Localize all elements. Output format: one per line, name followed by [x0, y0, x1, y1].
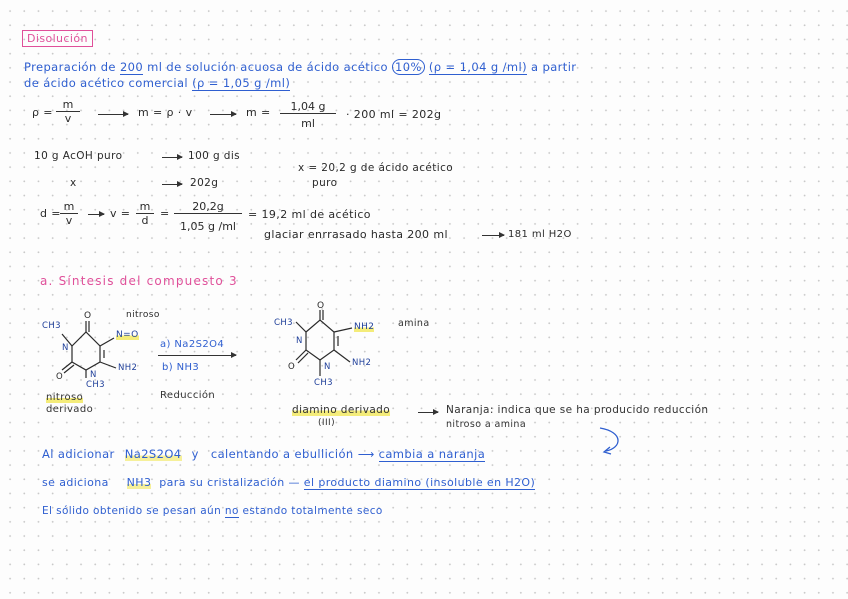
s1-caption-1: nitroso: [46, 392, 84, 403]
obs-l1d: calentando a ebullición: [210, 447, 354, 461]
obs-l3a: El sólido obtenido se pesan aún: [42, 505, 222, 517]
obs-line-2: [42, 476, 535, 489]
s2-ch3-top: CH3: [274, 318, 293, 328]
s2-amina: amina: [398, 318, 430, 329]
s1-n-bottom: N: [90, 370, 97, 380]
s1-o-top: O: [84, 311, 92, 321]
s2-caption-1: diamino derivado: [292, 404, 391, 416]
calc1-m-eq: m =: [246, 106, 271, 119]
obs-arrow-2: —: [288, 476, 300, 489]
s2-caption-2: (III): [318, 418, 335, 428]
obs-line-1: [42, 447, 485, 461]
obs-l2b: NH3: [126, 476, 152, 489]
s1-nitroso-label: nitroso: [126, 310, 160, 320]
calc1-frac2-num: 1,04 g: [280, 100, 336, 114]
reaction-label: Reducción: [160, 390, 216, 401]
calc3-result: = 19,2 ml de acético: [248, 208, 371, 221]
calc2-row1-left: 10 g AcOH puro: [34, 150, 123, 162]
s2-n-bottom: N: [324, 362, 331, 372]
calc3-frac2-den: d: [141, 214, 149, 227]
intro-post: a partir: [531, 60, 577, 74]
calc3-eq-sign: =: [160, 207, 170, 220]
obs-arrow-1: ⟶: [357, 447, 375, 461]
obs-l3c: estando totalmente seco: [242, 505, 383, 517]
s1-caption-2: derivado: [46, 404, 94, 415]
obs-l3b: no: [224, 505, 239, 517]
obs-l1e: cambia a naranja: [378, 447, 486, 461]
s1-n-eq-o: N=O: [116, 330, 139, 340]
note-line-1: Naranja: indica que se ha producido reducción: [446, 404, 709, 416]
calc3-frac1-num: m: [60, 200, 78, 214]
calc3-v-eq: v =: [110, 207, 131, 220]
section-title: a. Síntesis del compuesto 3: [40, 274, 238, 288]
s2-nh2: NH2: [352, 358, 372, 368]
s2-o-top: O: [317, 301, 325, 311]
reaction-step-b: b) NH3: [162, 362, 200, 373]
calc3-frac3-num: 20,2g: [174, 200, 242, 214]
obs-l2c: para su cristalización: [159, 476, 285, 489]
s2-nh2-top: NH2: [354, 322, 375, 332]
calc1-result: · 200 ml = 202g: [346, 108, 442, 121]
intro-line2-density: (ρ = 1,05 g /ml): [192, 76, 291, 90]
obs-l1c: y: [191, 447, 199, 461]
s1-ch3-top: CH3: [42, 321, 61, 331]
reaction-step-a: a) Na2S2O4: [160, 339, 225, 350]
s2-n-left: N: [296, 336, 303, 346]
calc3-line2-end: 181 ml H2O: [508, 229, 572, 240]
s2-o-left: O: [288, 362, 296, 372]
intro-line2-pre: de ácido acético comercial: [24, 76, 189, 90]
calc3-frac2-num: m: [136, 200, 154, 214]
note-line-2: nitroso a amina: [446, 419, 527, 430]
s1-n-left: N: [62, 343, 69, 353]
s1-ch3-bottom: CH3: [86, 380, 105, 390]
calc2-row2-left: x: [70, 177, 77, 189]
calc2-result-2: puro: [312, 177, 338, 189]
heading-text: Disolución: [27, 32, 88, 45]
calc1-frac1-den: v: [64, 112, 72, 125]
s1-o-left: O: [56, 372, 64, 382]
calc3-frac1-den: v: [65, 214, 73, 227]
s1-nh2: NH2: [118, 363, 138, 373]
calc1-frac1-num: m: [56, 98, 80, 112]
obs-line-3: [42, 505, 383, 517]
calc1-frac2-den: ml: [301, 117, 315, 130]
calc1-mid: m = ρ · v: [138, 106, 193, 119]
calc2-result-1: x = 20,2 g de ácido acético: [298, 162, 454, 174]
intro-pre: Preparación de: [24, 60, 116, 74]
obs-l2d: el producto diamino (insoluble en H2O): [303, 476, 536, 489]
obs-l2a: se adiciona: [42, 476, 109, 489]
obs-l1a: Al adicionar: [42, 447, 115, 461]
intro-mid: ml de solución acuosa de ácido acético: [147, 60, 388, 74]
calc2-row1-right: 100 g dis: [188, 150, 241, 162]
calc3-line2: glaciar enrrasado hasta 200 ml: [264, 228, 448, 241]
intro-pct: 10%: [392, 59, 425, 75]
intro-density: (ρ = 1,04 g /ml): [428, 60, 527, 74]
obs-l1b: Na2S2O4: [124, 447, 182, 461]
calc2-row2-right: 202g: [190, 177, 219, 189]
s2-ch3-bottom: CH3: [314, 378, 333, 388]
calc1-rho: ρ =: [32, 106, 53, 119]
calc3-frac3-den: 1,05 g /ml: [180, 220, 236, 233]
calc3-d: d =: [40, 207, 61, 220]
intro-qty: 200: [119, 60, 144, 74]
